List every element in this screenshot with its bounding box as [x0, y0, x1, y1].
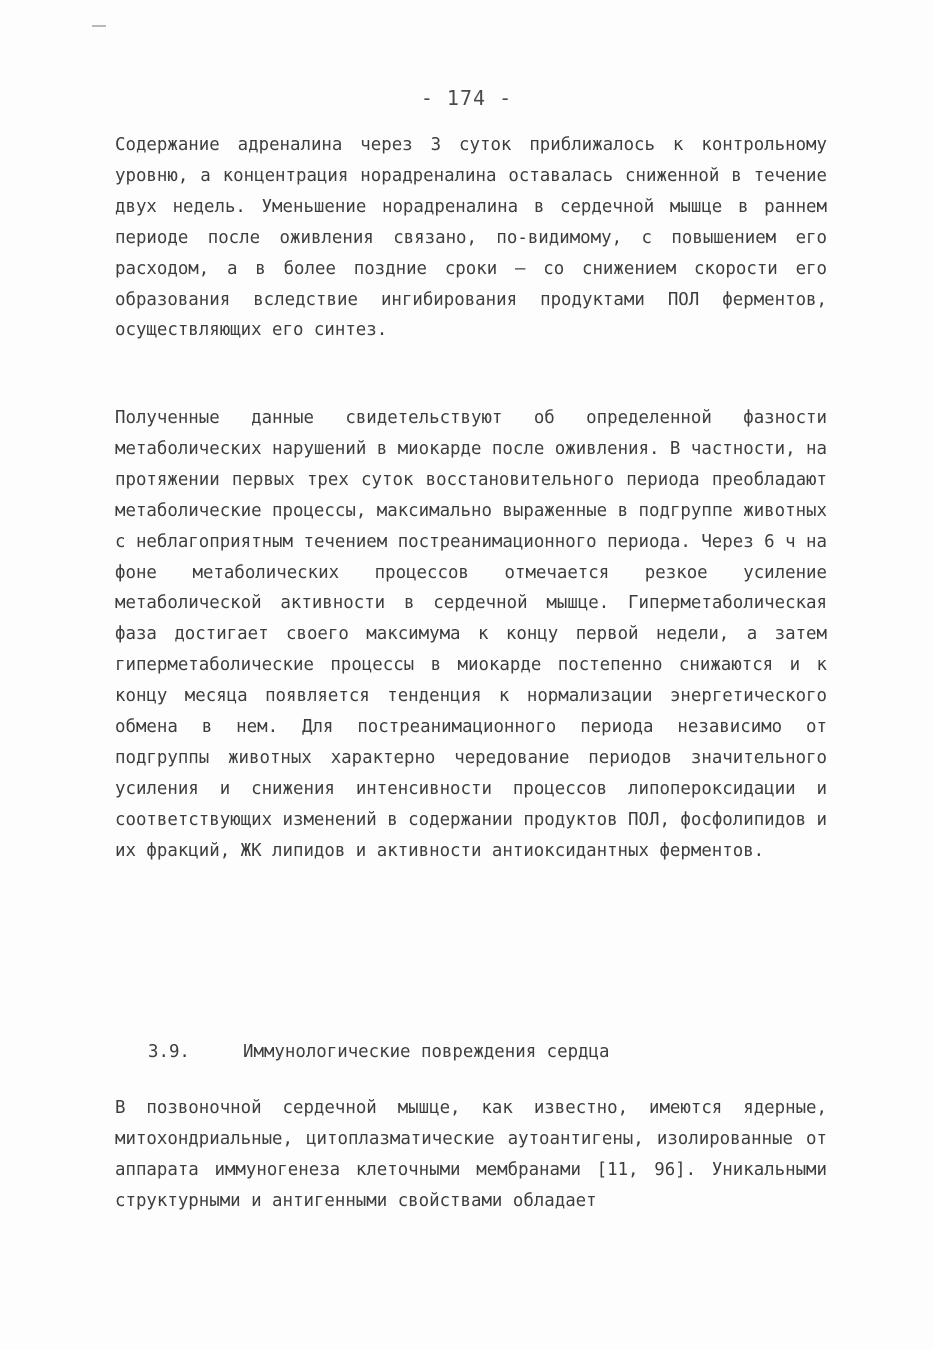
paragraph-3 [115, 1093, 827, 1217]
paragraph-text: Полученные данные свидетельствуют об определенной фазности метаболических нарушений в миокарде после оживления. В частности, на протяжении первых трех суток восстановительного периода преобладают метаболические процессы, максимально выраженные в подгруппе животных с неблагоприятным течением постреанимационного периода. Через 6 ч на фоне метаболических процессов отмечается резкое усиление метаболической активности в сердечной мышце. Гиперметаболическая фаза достигает своего максимума к концу первой недели, а затем гиперметаболические процессы в миокарде постепенно снижаются и к концу месяца появляется тенденция к нормализации энергетического обмена в нем. Для постреанимационного периода независимо от подгруппы животных характерно чередование периодов значительного усиления и снижения интенсивности процессов липопероксидации и соответствующих изменений в содержании продуктов ПОЛ, фосфолипидов и их фракций, ЖК липидов и активности антиоксидантных ферментов. [115, 408, 827, 861]
paragraph-text: Содержание адреналина через 3 суток приближалось к контрольному уровню, а концентрация норадреналина оставалась сниженной в течение двух недель. Уменьшение норадреналина в сердечной мышце в раннем периоде после оживления связано, по-видимому, с повышением его расходом, а в более поздние сроки – со снижением скорости его образования вследствие ингибирования продуктами ПОЛ ферментов, осуществляющих его синтез. [115, 135, 827, 341]
paragraph-text: В позвоночной сердечной мышце, как известно, имеются ядерные, митохондриальные, цитоплазматические аутоантигены, изолированные от аппарата иммуногенеза клеточными мембранами [11, 96]. Уникальными структурными и антигенными свойствами обладает [115, 1098, 827, 1211]
section-heading [148, 1042, 828, 1062]
section-number: 3.9. [148, 1042, 190, 1062]
paragraph-2 [115, 403, 827, 867]
scan-mark [92, 25, 106, 27]
paragraph-1 [115, 130, 827, 346]
page-number: - 174 - [420, 86, 513, 110]
section-title: Иммунологические повреждения сердца [243, 1042, 610, 1062]
